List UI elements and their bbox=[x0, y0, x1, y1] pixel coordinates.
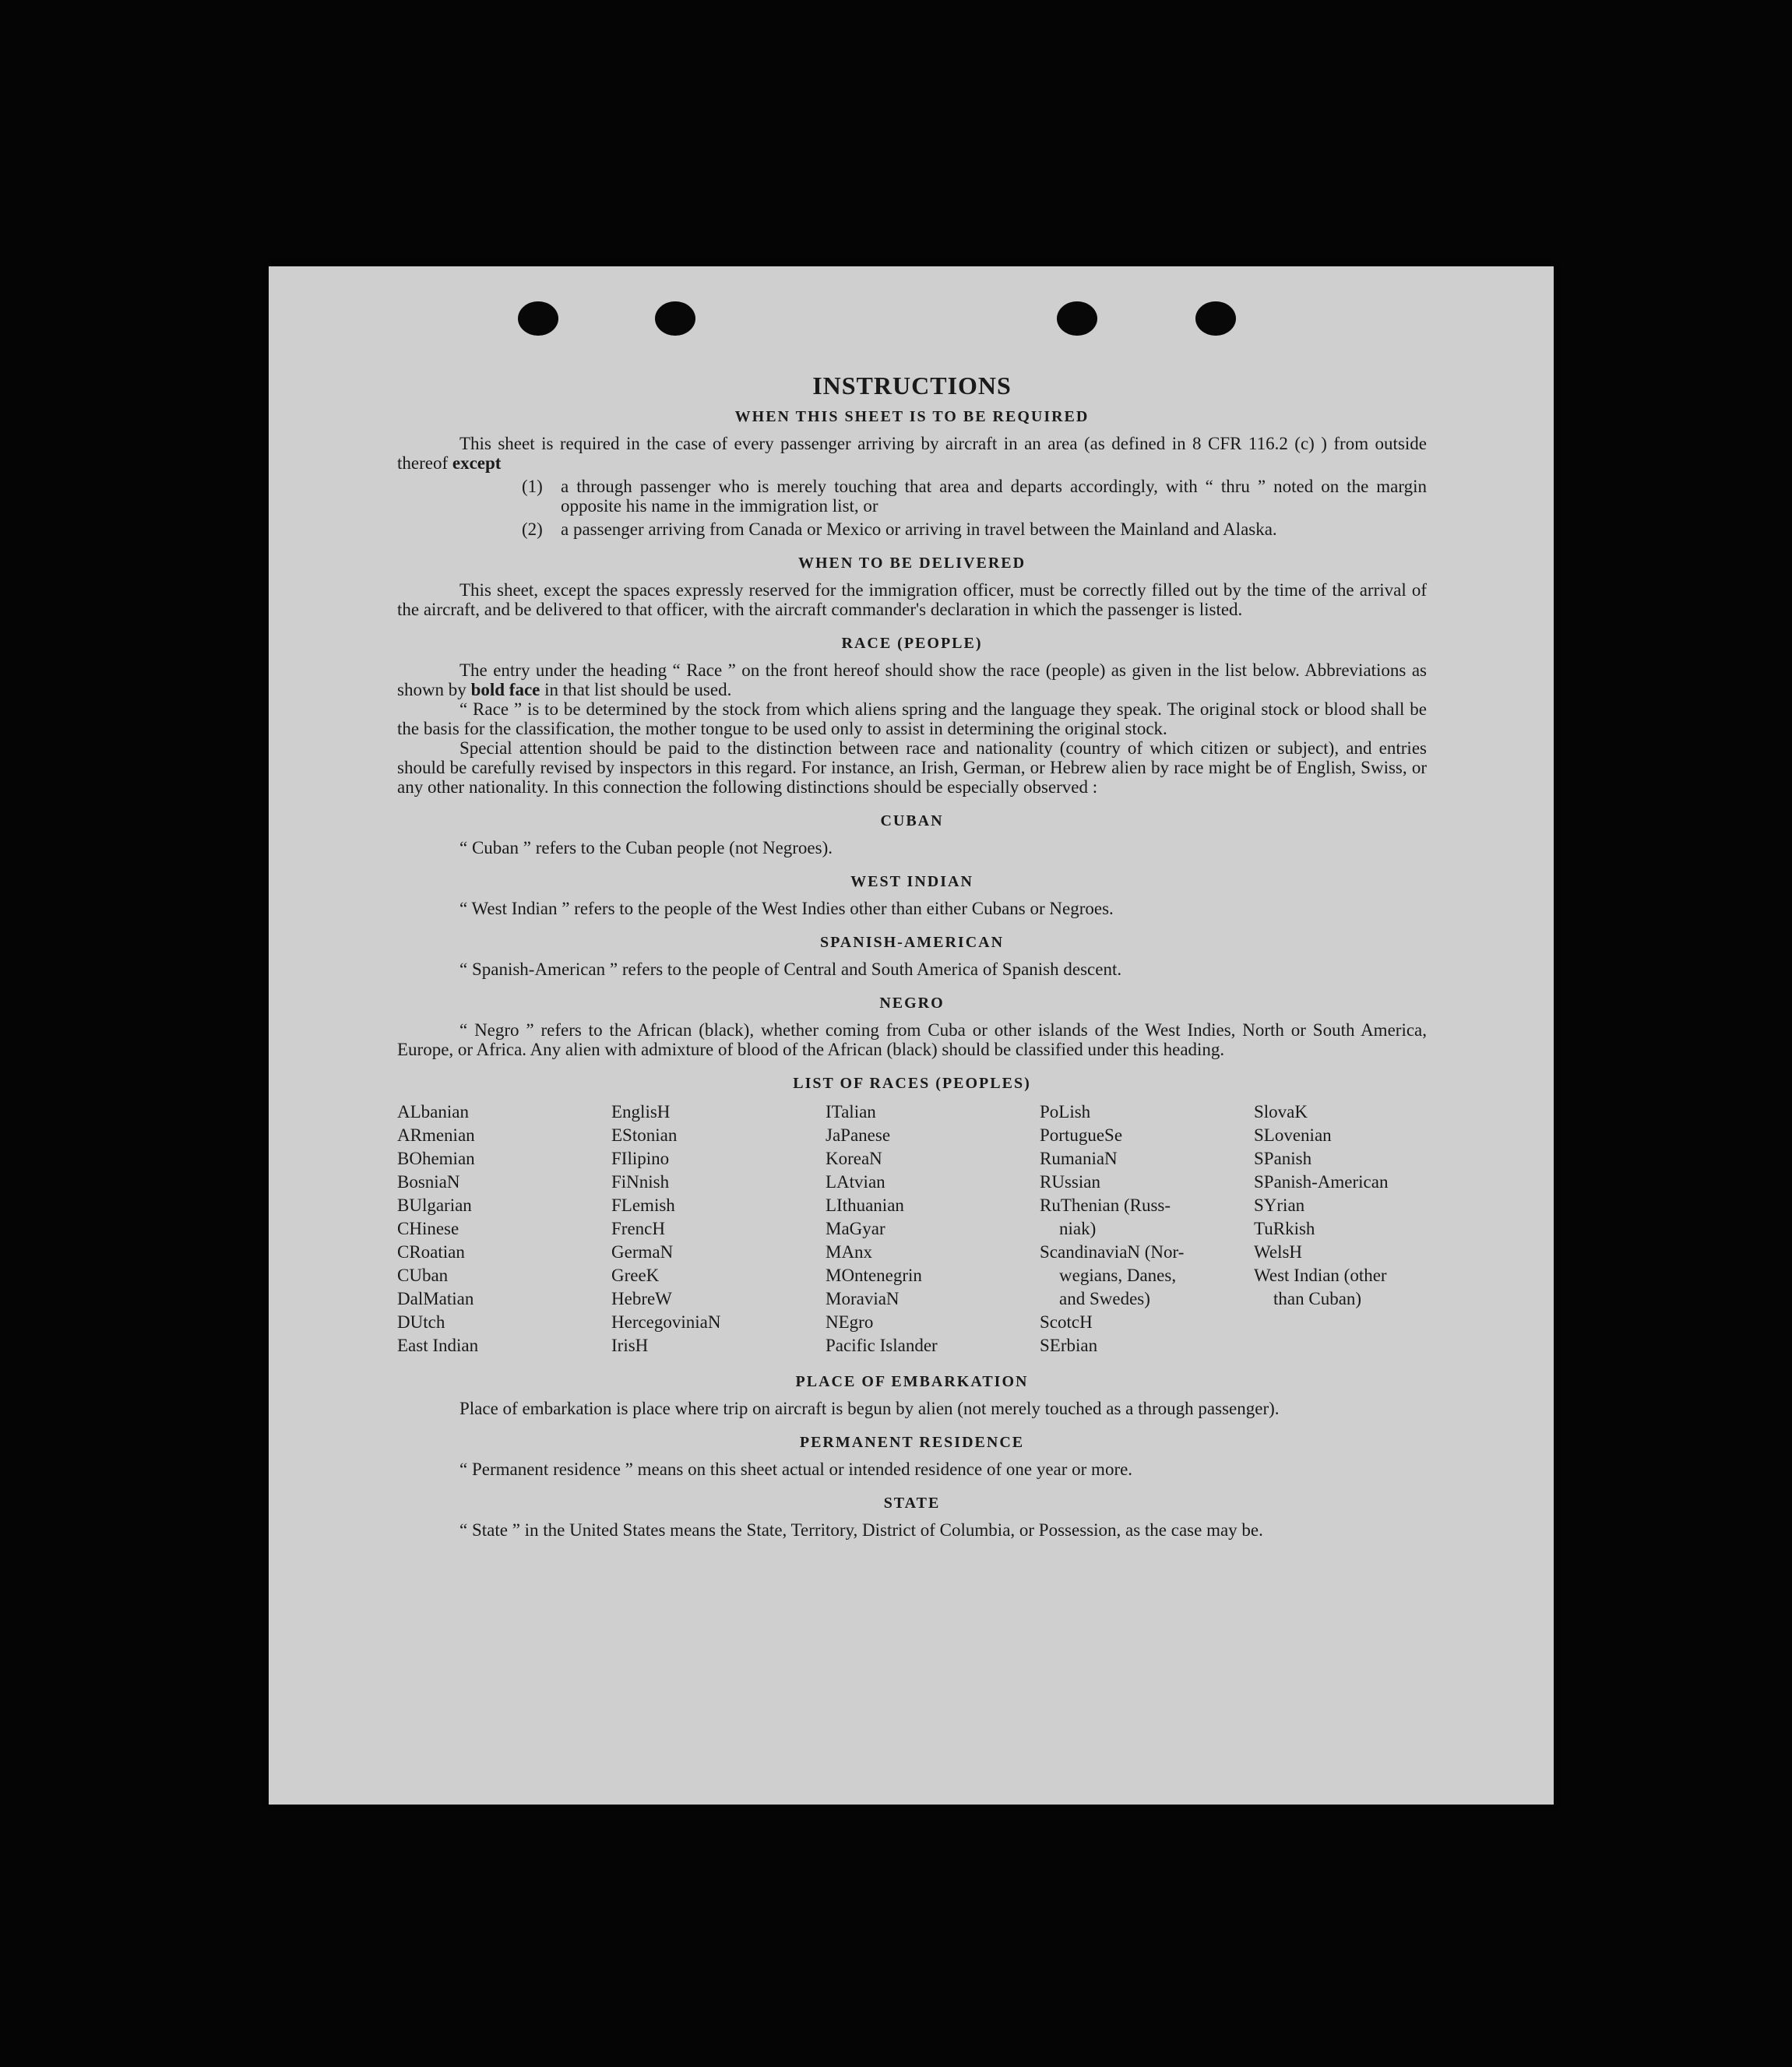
race-p1-text-end: in that list should be used. bbox=[544, 680, 732, 699]
race-entry: RUssian bbox=[1040, 1172, 1100, 1192]
race-entry: and Swedes) bbox=[1059, 1289, 1150, 1308]
section-heading-residence: PERMANENT RESIDENCE bbox=[799, 1434, 1025, 1451]
race-column bbox=[826, 1100, 1040, 1357]
race-entry: PoLish bbox=[1040, 1102, 1091, 1122]
item-text: a through passenger who is merely touching that area and departs accordingly, with “ thru ” noted on the margin opposite his name in the immigration list, or bbox=[561, 477, 1427, 516]
race-entry: FiNnish bbox=[611, 1172, 670, 1192]
race-entry: FLemish bbox=[611, 1195, 675, 1215]
race-entry: West Indian (other bbox=[1254, 1266, 1387, 1285]
race-entry: IrisH bbox=[611, 1336, 649, 1355]
delivered-text: This sheet, except the spaces expressly reserved for the immigration officer, must be correctly filled out by the time of the arrival of the aircraft, and be delivered to that officer, with the aircraft commander's declaration in which the passenger is listed. bbox=[397, 580, 1427, 619]
instructions-content bbox=[397, 371, 1427, 1540]
race-entry: than Cuban) bbox=[1273, 1289, 1362, 1308]
race-entry: Pacific Islander bbox=[826, 1336, 938, 1355]
race-entry: MoraviaN bbox=[826, 1289, 900, 1308]
race-entry: EStonian bbox=[611, 1125, 678, 1145]
section-heading-required: WHEN THIS SHEET IS TO BE REQUIRED bbox=[734, 408, 1090, 425]
race-entry: TuRkish bbox=[1254, 1219, 1315, 1238]
spanish-american-text: “ Spanish-American ” refers to the people of Central and South America of Spanish descent. bbox=[459, 960, 1122, 979]
document-sheet bbox=[269, 266, 1554, 1805]
race-entry: RumaniaN bbox=[1040, 1149, 1118, 1168]
race-entry: CUban bbox=[397, 1266, 449, 1285]
race-entry: DUtch bbox=[397, 1312, 445, 1332]
section-heading-spanish-american: SPANISH-AMERICAN bbox=[819, 934, 1005, 951]
race-p1-text: The entry under the heading “ Race ” on the front hereof should show the race (people) as given in the list below. Abbreviations as shown by bbox=[397, 660, 1427, 699]
race-entry: CRoatian bbox=[397, 1242, 465, 1262]
race-entry: MAnx bbox=[826, 1242, 873, 1262]
required-intro bbox=[397, 434, 1427, 473]
race-entry: KoreaN bbox=[826, 1149, 882, 1168]
race-entry: wegians, Danes, bbox=[1059, 1266, 1177, 1285]
punch-hole bbox=[655, 301, 695, 336]
required-intro-except: except bbox=[452, 453, 502, 473]
punch-hole bbox=[518, 301, 558, 336]
race-paragraph-3: Special attention should be paid to the distinction between race and nationality (country of which citizen or subject), and entries should be carefully revised by inspectors in this regard. For instance, an Irish, German, or Hebrew alien by race might be of English, Swiss, or any other nationality. In this connection the following distinctions should be especially observed : bbox=[397, 738, 1427, 797]
race-entry: PortugueSe bbox=[1040, 1125, 1123, 1145]
race-p1-bold: bold face bbox=[470, 680, 540, 699]
race-entry: ARmenian bbox=[397, 1125, 475, 1145]
item-text: a passenger arriving from Canada or Mexico or arriving in travel between the Mainland and Alaska. bbox=[561, 519, 1277, 539]
required-item-2 bbox=[522, 519, 1427, 539]
section-heading-state: STATE bbox=[883, 1495, 941, 1512]
race-entry: CHinese bbox=[397, 1219, 459, 1238]
embarkation-text: Place of embarkation is place where trip on aircraft is begun by alien (not merely touched as a through passenger). bbox=[459, 1399, 1280, 1418]
race-entry: BosniaN bbox=[397, 1172, 460, 1192]
race-entry: SPanish-American bbox=[1254, 1172, 1389, 1192]
race-entry: ITalian bbox=[826, 1102, 876, 1122]
race-entry: GreeK bbox=[611, 1266, 660, 1285]
race-entry: LIthuanian bbox=[826, 1195, 904, 1215]
race-entry: HercegoviniaN bbox=[611, 1312, 721, 1332]
race-entry: SLovenian bbox=[1254, 1125, 1332, 1145]
cuban-text: “ Cuban ” refers to the Cuban people (not Negroes). bbox=[459, 838, 833, 857]
race-entry: LAtvian bbox=[826, 1172, 885, 1192]
race-entry: NEgro bbox=[826, 1312, 874, 1332]
section-heading-delivered: WHEN TO BE DELIVERED bbox=[797, 555, 1026, 572]
race-column bbox=[1040, 1100, 1254, 1357]
section-heading-west-indian: WEST INDIAN bbox=[850, 873, 973, 890]
race-entry: FIlipino bbox=[611, 1149, 670, 1168]
race-entry: ScandinaviaN (Nor- bbox=[1040, 1242, 1185, 1262]
race-entry: BOhemian bbox=[397, 1149, 475, 1168]
state-text: “ State ” in the United States means the State, Territory, District of Columbia, or Possession, as the case may be. bbox=[459, 1520, 1263, 1540]
race-entry: niak) bbox=[1059, 1219, 1097, 1238]
race-entry: SPanish bbox=[1254, 1149, 1312, 1168]
section-heading-cuban: CUBAN bbox=[880, 812, 944, 829]
required-intro-text: This sheet is required in the case of every passenger arriving by aircraft in an area (as defined in 8 CFR 116.2 (c) ) from outside thereof bbox=[397, 434, 1427, 473]
punch-hole bbox=[1195, 301, 1236, 336]
race-entry: ALbanian bbox=[397, 1102, 469, 1122]
item-number: (1) bbox=[522, 477, 543, 496]
race-entry: SlovaK bbox=[1254, 1102, 1308, 1122]
section-heading-race: RACE (PEOPLE) bbox=[841, 635, 983, 652]
race-column bbox=[1254, 1100, 1427, 1357]
section-heading-list-of-races: LIST OF RACES (PEOPLES) bbox=[793, 1075, 1031, 1092]
race-entry: RuThenian (Russ- bbox=[1040, 1195, 1171, 1215]
race-column bbox=[611, 1100, 826, 1357]
section-heading-embarkation: PLACE OF EMBARKATION bbox=[795, 1373, 1029, 1390]
residence-text: “ Permanent residence ” means on this sheet actual or intended residence of one year or more. bbox=[459, 1460, 1133, 1479]
required-item-1 bbox=[522, 477, 1427, 516]
race-entry: ScotcH bbox=[1040, 1312, 1093, 1332]
race-entry: BUlgarian bbox=[397, 1195, 472, 1215]
race-entry: East Indian bbox=[397, 1336, 479, 1355]
race-entry: SErbian bbox=[1040, 1336, 1098, 1355]
race-entry: FrencH bbox=[611, 1219, 665, 1238]
page-title: INSTRUCTIONS bbox=[812, 371, 1012, 400]
race-entry: SYrian bbox=[1254, 1195, 1305, 1215]
race-entry: MaGyar bbox=[826, 1219, 885, 1238]
negro-text: “ Negro ” refers to the African (black), whether coming from Cuba or other islands of the West Indies, North or South America, Europe, or Africa. Any alien with admixture of blood of the African (black) should be classified under this heading. bbox=[397, 1020, 1427, 1059]
punch-hole bbox=[1057, 301, 1097, 336]
section-heading-negro: NEGRO bbox=[879, 995, 945, 1012]
race-entry: JaPanese bbox=[826, 1125, 891, 1145]
race-paragraph-1 bbox=[397, 660, 1427, 699]
race-entry: WelsH bbox=[1254, 1242, 1303, 1262]
race-paragraph-2: “ Race ” is to be determined by the stock from which aliens spring and the language they speak. The original stock or blood shall be the basis for the classification, the mother tongue to be used only to assist in determining the original stock. bbox=[397, 699, 1427, 738]
race-entry: EnglisH bbox=[611, 1102, 671, 1122]
race-entry: DalMatian bbox=[397, 1289, 474, 1308]
item-number: (2) bbox=[522, 519, 543, 539]
race-entry: MOntenegrin bbox=[826, 1266, 922, 1285]
race-list bbox=[397, 1100, 1427, 1357]
race-entry: GermaN bbox=[611, 1242, 674, 1262]
race-entry: HebreW bbox=[611, 1289, 672, 1308]
west-indian-text: “ West Indian ” refers to the people of the West Indies other than either Cubans or Negroes. bbox=[459, 899, 1114, 918]
race-column bbox=[397, 1100, 611, 1357]
